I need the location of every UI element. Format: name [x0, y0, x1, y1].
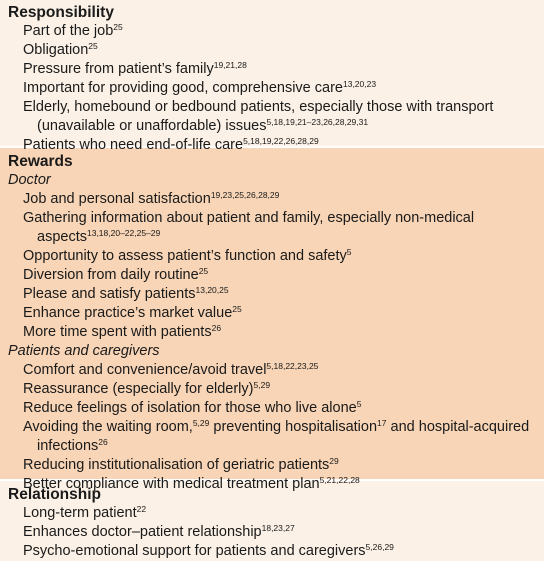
subheading-doctor: Doctor — [8, 172, 51, 188]
section-responsibility — [0, 0, 544, 153]
list-item: Reducing institutionalisation of geriatric patients$^{29}$ — [23, 456, 339, 473]
list-item: Reduce feelings of isolation for those who live alone$^5$ — [23, 399, 362, 416]
list-item: Enhance practice’s market value$^{25}$ — [23, 304, 242, 321]
subheading-patients-caregivers: Patients and caregivers — [8, 343, 160, 359]
list-item: Long-term patient$^{22}$ — [23, 504, 147, 521]
list-item: Please and satisfy patients$^{13,20,25}$ — [23, 285, 229, 302]
list-item: Job and personal satisfaction$^{19,23,25,26,28,29}$ — [23, 190, 280, 207]
list-item: Patients who need end-of-life care$^{5,18,19,22,26,28,29}$ — [23, 136, 319, 153]
list-item: Obligation$^{25}$ — [23, 41, 98, 58]
list-item: Enhances doctor–patient relationship$^{18,23,27}$ — [23, 523, 295, 540]
list-item: Reassurance (especially for elderly)$^{5,29}$ — [23, 380, 271, 397]
list-item: Psycho-emotional support for patients and caregivers$^{5,26,29}$ — [23, 542, 394, 559]
list-item: Opportunity to assess patient’s function and safety$^5$ — [23, 247, 352, 264]
list-item: Pressure from patient’s family$^{19,21,28}$ — [23, 60, 247, 77]
list-item: Comfort and convenience/avoid travel$^{5,18,22,23,25}$ — [23, 361, 319, 378]
list-item: More time spent with patients$^{26}$ — [23, 323, 222, 340]
section-heading: Rewards — [8, 153, 73, 170]
list-item: Better compliance with medical treatment plan$^{5,21,22,28}$ — [23, 475, 360, 492]
section-rewards — [0, 148, 544, 492]
section-heading: Responsibility — [8, 4, 114, 21]
list-item: Gathering information about patient and family, especially non-medical aspects$^{13,18,20-22,25-29}$ — [23, 210, 475, 245]
section-heading: Relationship — [8, 486, 102, 503]
list-item: Part of the job$^{25}$ — [23, 22, 123, 39]
list-item: Diversion from daily routine$^{25}$ — [23, 266, 209, 283]
list-item: Avoiding the waiting room,$^{5,29}$ preventing hospitalisation$^{17}$ and hospital-acquired infections$^{26}$ — [23, 418, 530, 454]
list-item: Important for providing good, comprehensive care$^{13,20,23}$ — [23, 79, 377, 96]
list-item: Elderly, homebound or bedbound patients, especially those with transport (unavailable or unaffordable) issues$^{5,18,19,21-23,26,28,29,31}$ — [23, 99, 494, 134]
